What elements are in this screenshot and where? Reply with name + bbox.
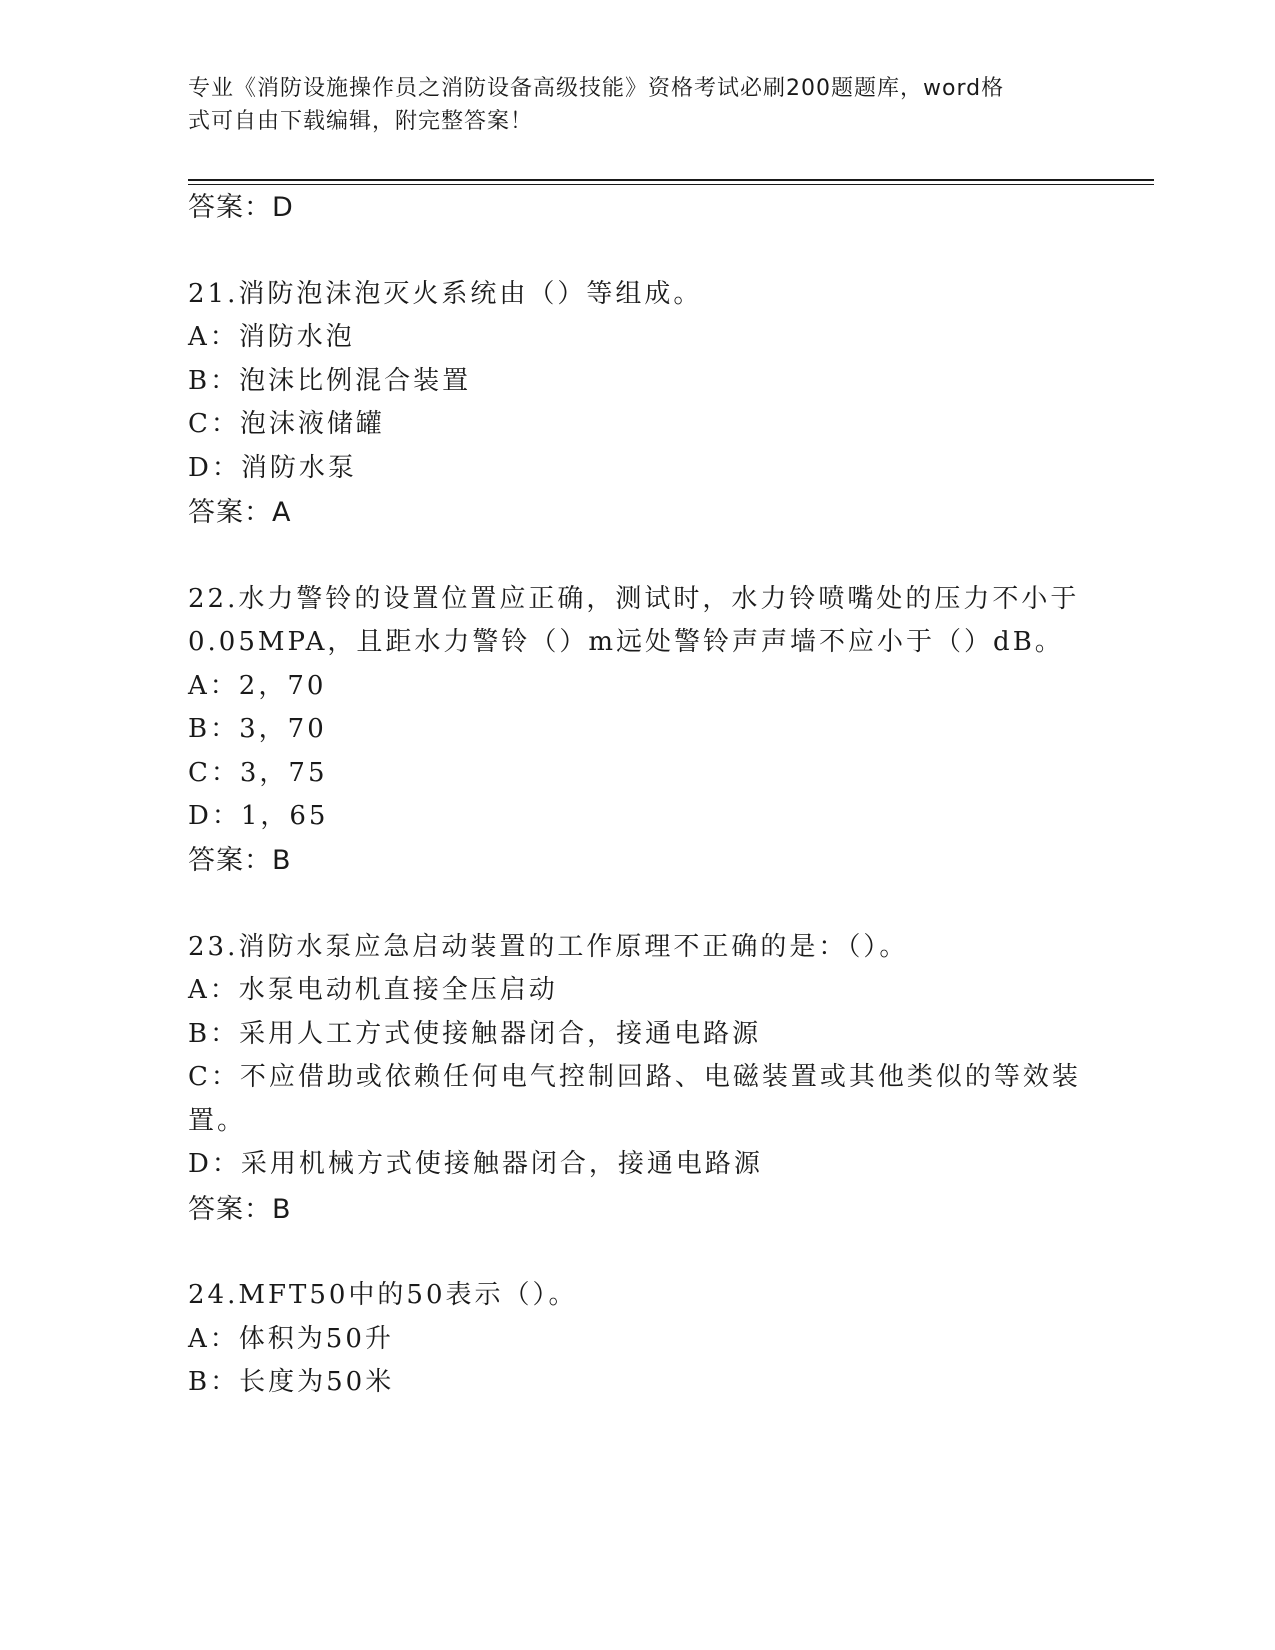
option-d: D：1，65 — [188, 801, 329, 831]
option-a: A：消防水泡 — [188, 322, 355, 352]
question-stem: 21.消防泡沫泡灭火系统由（）等组成。 — [188, 279, 703, 309]
question-stem: 23.消防水泵应急启动装置的工作原理不正确的是：（）。 — [188, 932, 909, 962]
answer-line: 答案：A — [188, 497, 292, 528]
option-b: B：长度为50米 — [188, 1367, 395, 1397]
option-a: A：体积为50升 — [188, 1324, 394, 1354]
header-line-1: 专业《消防设施操作员之消防设备高级技能》资格考试必刷200题题库，word格 — [188, 76, 1005, 101]
answer-line: 答案：B — [188, 845, 292, 876]
option-d: D：采用机械方式使接触器闭合，接通电路源 — [188, 1149, 763, 1179]
header-divider — [188, 179, 1154, 181]
answer-line: 答案：D — [188, 192, 294, 223]
header-divider-thin — [188, 184, 1154, 185]
document-header — [188, 72, 1068, 138]
option-b: B：泡沫比例混合装置 — [188, 366, 472, 396]
option-c: C：泡沫液储罐 — [188, 409, 385, 439]
option-c-continued: 置。 — [188, 1106, 247, 1136]
option-b: B：3，70 — [188, 714, 327, 744]
question-stem: 22.水力警铃的设置位置应正确，测试时，水力铃喷嘴处的压力不小于 — [188, 584, 1080, 614]
option-a: A：2，70 — [188, 671, 327, 701]
answer-line: 答案：B — [188, 1194, 292, 1225]
option-c: C：3，75 — [188, 758, 328, 788]
header-line-2: 式可自由下载编辑，附完整答案！ — [188, 109, 534, 134]
option-c: C：不应借助或依赖任何电气控制回路、电磁装置或其他类似的等效装 — [188, 1062, 1081, 1092]
question-stem-continued: 0.05MPA，且距水力警铃（）m远处警铃声声墙不应小于（）dB。 — [188, 627, 1064, 657]
question-stem: 24.MFT50中的50表示（）。 — [188, 1280, 578, 1310]
option-d: D：消防水泵 — [188, 453, 357, 483]
option-a: A：水泵电动机直接全压启动 — [188, 975, 558, 1005]
option-b: B：采用人工方式使接触器闭合，接通电路源 — [188, 1019, 762, 1049]
